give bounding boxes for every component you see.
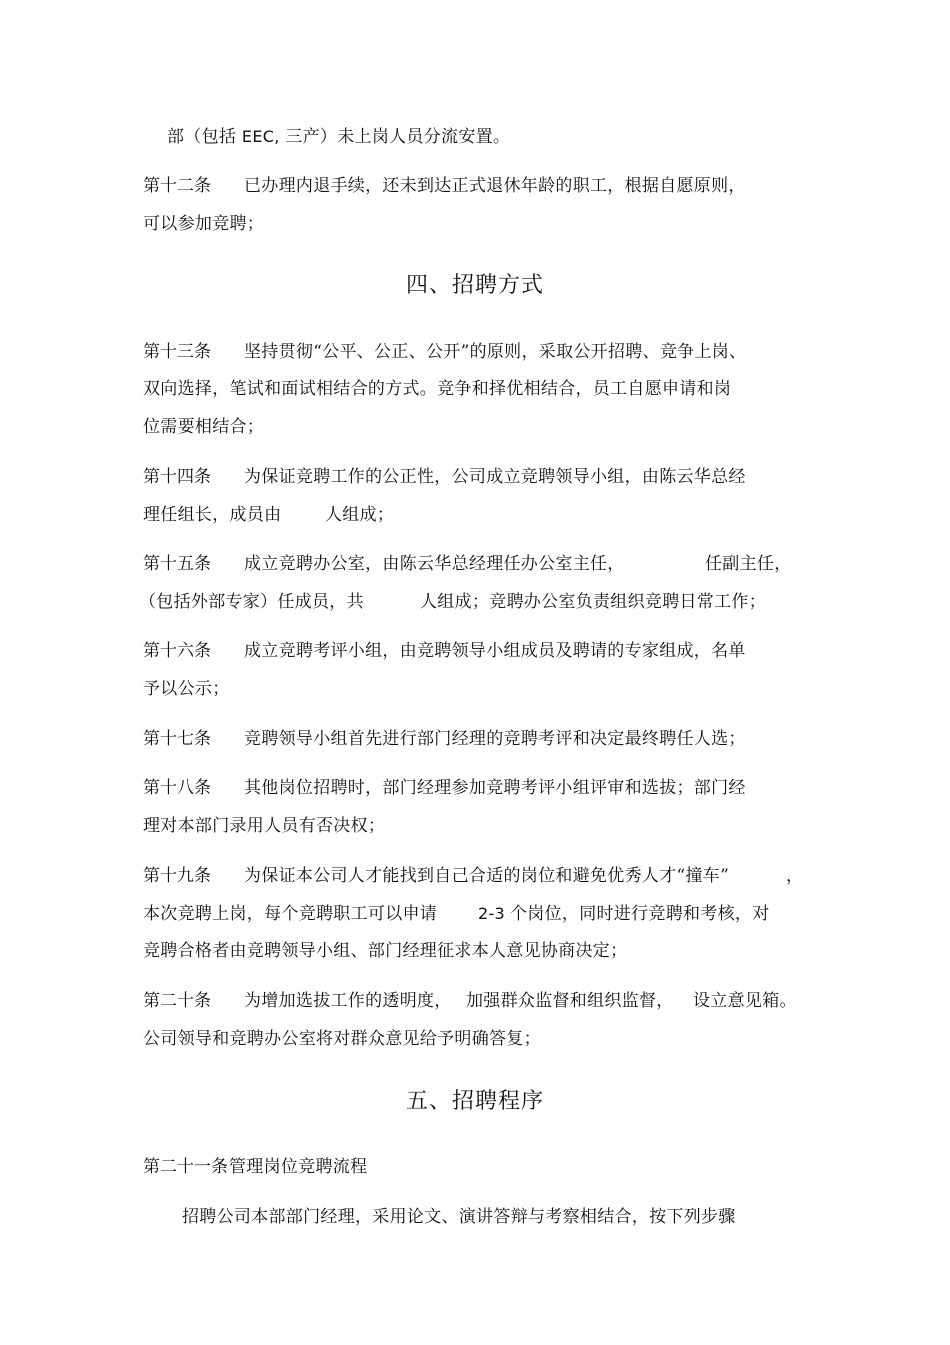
article-19-line-2b: 个岗位，同时进行竞聘和考核，对	[510, 904, 770, 924]
article-16-line-2: 予以公示；	[143, 679, 230, 699]
article-15-line-2b: 人组成；竞聘办公室负责组织竞聘日常工作；	[420, 592, 766, 612]
article-17-line-1: 竞聘领导小组首先进行部门经理的竞聘考评和决定最终聘任人选；	[244, 729, 746, 749]
article-14-line-2a: 理任组长，成员由	[143, 505, 282, 525]
article-16-number: 第十六条	[143, 641, 211, 661]
intro-prefix: 部（包括	[167, 127, 237, 147]
intro-suffix: 三产）未上岗人员分流安置。	[285, 127, 511, 147]
article-13-line-1: 坚持贯彻“公平、公正、公开”的原则，采取公开招聘、竞争上岗、	[244, 342, 747, 362]
section-heading-5: 五、招聘程序	[405, 1089, 544, 1114]
article-20-line-1b: 加强群众监督和组织监督，	[466, 991, 674, 1011]
article-19-number: 第十九条	[143, 866, 211, 886]
article-13-line-2: 双向选择，笔试和面试相结合的方式。竞争和择优相结合，员工自愿申请和岗	[143, 379, 732, 399]
article-14-line-1: 为保证竞聘工作的公正性，公司成立竞聘领导小组，由陈云华总经	[244, 467, 746, 487]
article-15-line-1b: 任副主任，	[705, 554, 792, 574]
article-19-line-3: 竞聘合格者由竞聘领导小组、部门经理征求本人意见协商决定；	[143, 941, 628, 961]
article-18-number: 第十八条	[143, 778, 211, 798]
intro-eec: EEC,	[241, 127, 280, 146]
article-13-number: 第十三条	[143, 342, 211, 362]
section-heading-4: 四、招聘方式	[405, 273, 544, 298]
article-12-line-2: 可以参加竞聘；	[143, 214, 265, 234]
article-16-line-1: 成立竞聘考评小组，由竞聘领导小组成员及聘请的专家组成，名单	[244, 641, 746, 661]
article-21-title: 管理岗位竞聘流程	[229, 1157, 368, 1177]
article-20-number: 第二十条	[143, 991, 211, 1011]
intro-line	[167, 126, 510, 148]
article-14-number: 第十四条	[143, 467, 211, 487]
article-21-body: 招聘公司本部部门经理，采用论文、演讲答辩与考察相结合，按下列步骤	[182, 1207, 736, 1227]
article-20-line-1c: 设立意见箱。	[693, 991, 797, 1011]
article-19-line-2-range: 2-3	[478, 904, 506, 923]
article-19-line-1: 为保证本公司人才能找到自己合适的岗位和避免优秀人才“撞车”	[244, 866, 730, 886]
article-14-line-2b: 人组成；	[325, 505, 395, 525]
article-15-line-2a: （包括外部专家）任成员，共	[139, 592, 364, 612]
article-15-line-1a: 成立竞聘办公室，由陈云华总经理任办公室主任，	[244, 554, 625, 574]
article-18-line-2: 理对本部门录用人员有否决权；	[143, 816, 386, 836]
article-19-line-1-comma: ，	[786, 866, 804, 886]
article-21-number: 第二十一条	[143, 1157, 228, 1177]
article-12-number: 第十二条	[143, 176, 211, 196]
article-15-number: 第十五条	[143, 554, 211, 574]
article-18-line-1: 其他岗位招聘时，部门经理参加竞聘考评小组评审和选拔；部门经	[244, 778, 746, 798]
article-17-number: 第十七条	[143, 729, 211, 749]
article-12-line-1: 已办理内退手续，还未到达正式退休年龄的职工，根据自愿原则，	[244, 176, 746, 196]
article-20-line-1a: 为增加选拔工作的透明度，	[244, 991, 452, 1011]
article-19-line-2a: 本次竞聘上岗，每个竞聘职工可以申请	[143, 904, 438, 924]
article-13-line-3: 位需要相结合；	[143, 417, 265, 437]
article-20-line-2: 公司领导和竞聘办公室将对群众意见给予明确答复；	[143, 1029, 541, 1049]
